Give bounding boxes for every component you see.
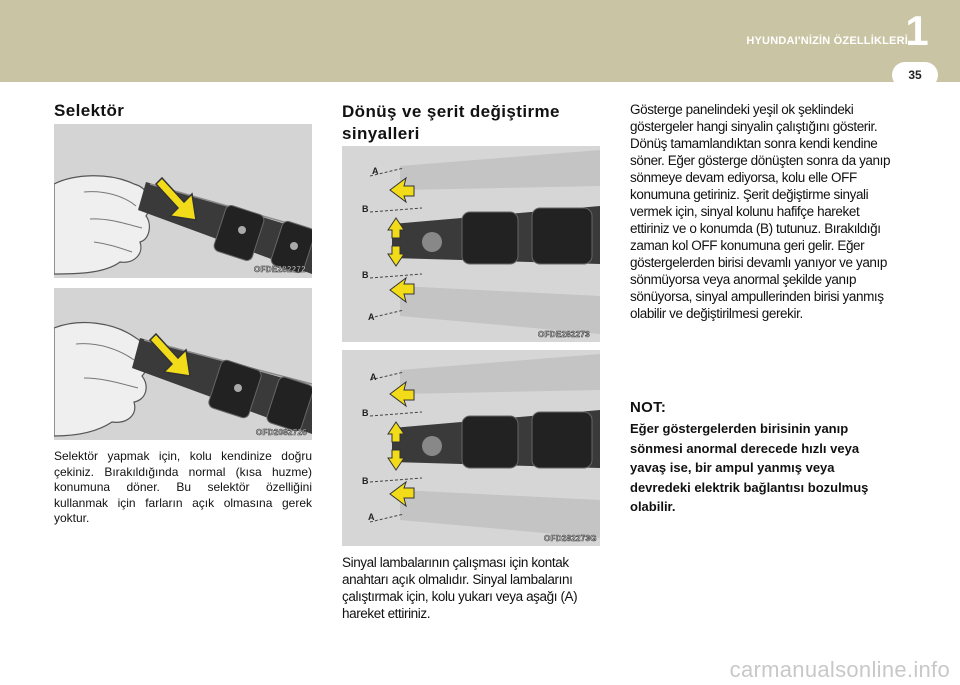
note-body-text: Eğer göstergelerden birisinin yanıp sönmesi anormal derecede hızlı veya yavaş ise, bir ampul yanmış veya devredeki elektrik bağlantısı bozulmuş olabilir. <box>630 421 869 514</box>
stalk-photo-dimmer-b <box>54 288 312 440</box>
indicator-body-text: Gösterge panelindeki yeşil ok şeklindeki göstergeler hangi sinyalin çalıştığını gösterir. Dönüş tamamlandıktan sonra kendi kendine söner. Eğer gösterge dönüşten sonra da yanıp sönmeye devam ediyorsa, kolu elle OFF konumuna getiriniz. Şerit değiştirme sinyali vermek için, sinyal kolunu hafifçe hareket ettiriniz ve o konumda (B) tutunuz. Bırakıldığı zaman kol OFF konumuna geri gelir. Eğer göstergelerden birisi devamlı yanıyor ve yanıp sönmüyorsa veya anormal şekilde yanıp sönüyorsa, sinyal ampullerinden birisi yanmış olabilir ve değiştirilmesi gerekir. <box>630 102 891 321</box>
stalk-photo-signal-b <box>342 350 600 546</box>
watermark: carmanualsonline.info <box>729 657 950 682</box>
note-title: NOT: <box>630 399 667 416</box>
label-b-top-b: B <box>362 408 369 418</box>
photo-code-left-b: OFD2082726 <box>256 428 308 437</box>
label-b-top: B <box>362 204 369 214</box>
stalk-photo-signal-a <box>342 146 600 342</box>
header-title: HYUNDAI'NİZİN ÖZELLİKLERİ <box>746 35 908 47</box>
page-number: 35 <box>908 68 922 82</box>
selector-body-text: Selektör yapmak için, kolu kendinize doğru çekiniz. Bırakıldığında normal (kısa huzme) konumuna döner. Bu selektör özelliğini kullanmak için farların açık olmasına gerek yoktur. <box>54 449 312 526</box>
stalk-photo-dimmer-a <box>54 124 312 278</box>
chapter-number: 1 <box>905 7 929 54</box>
photo-code-middle-b: OFD282273G <box>544 534 597 543</box>
selector-title: Selektör <box>54 101 125 120</box>
label-a-top-b: A <box>370 372 377 382</box>
label-a-top: A <box>372 166 379 176</box>
label-a-bottom-b: A <box>368 512 375 522</box>
turn-signal-body-text: Sinyal lambalarının çalışması için kontak anahtarı açık olmalıdır. Sinyal lambalarını çalıştırmak için, kolu yukarı veya aşağı (A) hareket ettiriniz. <box>342 555 578 621</box>
label-b-bottom: B <box>362 270 369 280</box>
turn-signal-title: Dönüş ve şerit değiştirme sinyalleri <box>342 102 560 143</box>
photo-code-left-a: OFDE282272 <box>254 265 306 274</box>
label-a-bottom: A <box>368 312 375 322</box>
photo-code-middle-a: OFDE282273 <box>538 330 590 339</box>
label-b-bottom-b: B <box>362 476 369 486</box>
